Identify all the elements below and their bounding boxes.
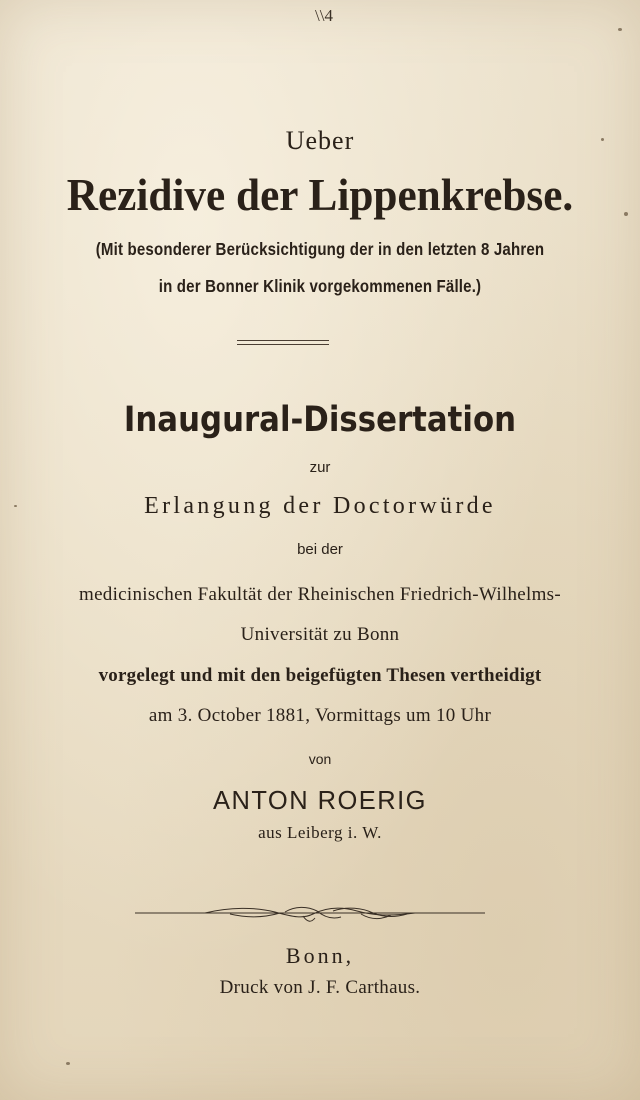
author-name: ANTON ROERIG bbox=[213, 785, 427, 815]
double-rule-divider bbox=[237, 340, 329, 345]
erlangung-line: Erlangung der Doctorwürde bbox=[144, 493, 496, 519]
paper-speck bbox=[624, 212, 628, 216]
pre-title: Ueber bbox=[285, 126, 355, 155]
von-text: von bbox=[308, 751, 332, 767]
paper-speck bbox=[601, 138, 604, 141]
main-title: Rezidive der Lippenkrebse. bbox=[66, 169, 574, 220]
dissertation-heading: Inaugural-Dissertation bbox=[123, 400, 517, 440]
defense-statement: vorgelegt und mit den beigefügten Thesen vertheidigt bbox=[98, 665, 542, 686]
paper-speck bbox=[66, 1062, 70, 1065]
corner-mark: \\4 bbox=[315, 6, 333, 25]
paper-speck bbox=[618, 28, 622, 31]
faculty-line-1: medicinischen Fakultät der Rheinischen Friedrich-Wilhelms- bbox=[78, 584, 561, 605]
paper-speck bbox=[14, 505, 17, 507]
defense-date: am 3. October 1881, Vormittags um 10 Uhr bbox=[148, 705, 492, 726]
printer-line: Druck von J. F. Carthaus. bbox=[219, 977, 421, 998]
subtitle-line-1: (Mit besonderer Berücksichtigung der in den letzten 8 Jahren bbox=[95, 239, 545, 259]
ornamental-rule bbox=[135, 900, 485, 930]
author-origin: aus Leiberg i. W. bbox=[258, 823, 382, 842]
bei-der-text: bei der bbox=[297, 541, 343, 558]
subtitle-line-2: in der Bonner Klinik vorgekommenen Fälle.) bbox=[158, 276, 482, 296]
faculty-line-2: Universität zu Bonn bbox=[240, 624, 400, 645]
publication-place: Bonn, bbox=[285, 943, 355, 968]
zur-text: zur bbox=[309, 459, 331, 476]
